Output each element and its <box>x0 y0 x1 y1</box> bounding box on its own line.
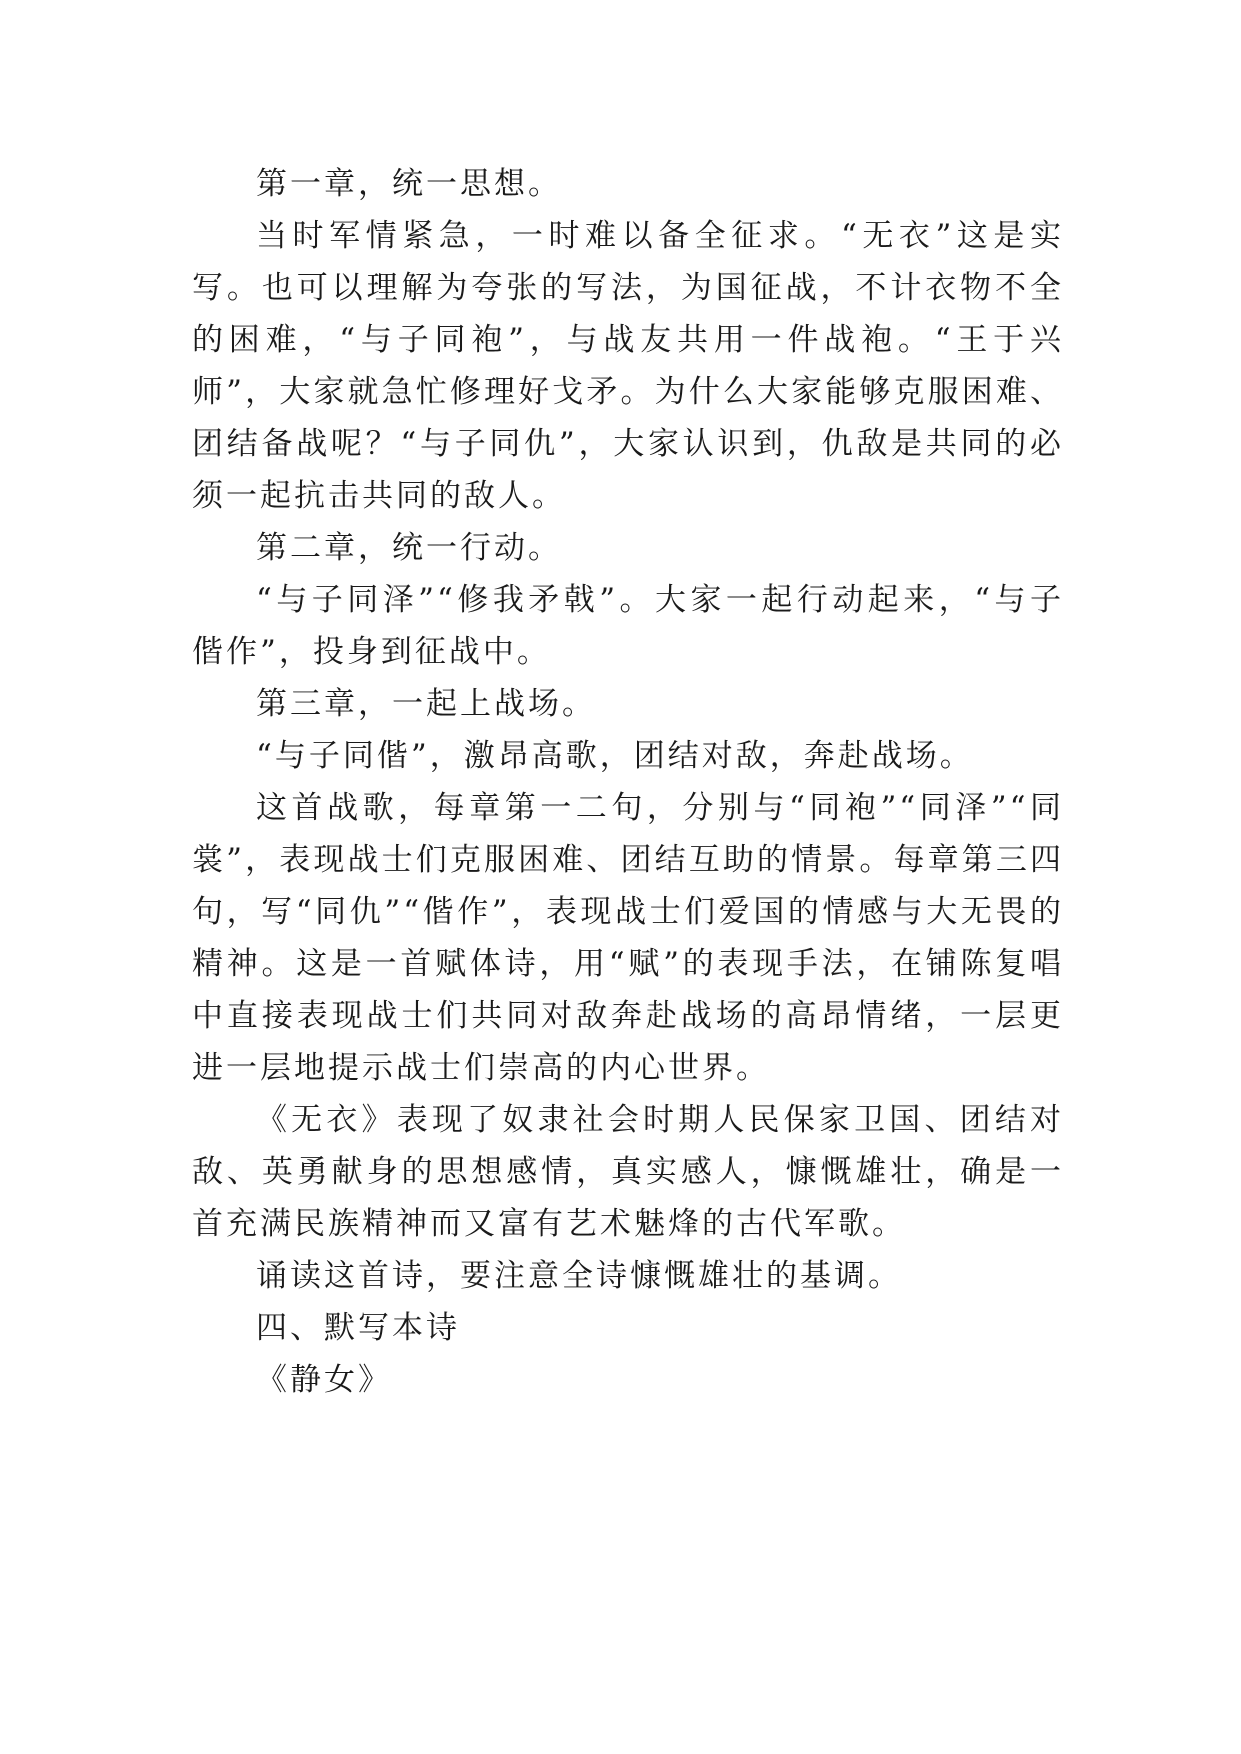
paragraph: “与子同泽”“修我矛戟”。大家一起行动起来，“与子偕作”，投身到征战中。 <box>192 582 1064 670</box>
poem-title: 《静女》 <box>256 1362 392 1398</box>
section-heading: 四、默写本诗 <box>256 1310 460 1346</box>
paragraph: 第一章，统一思想。 <box>256 166 562 202</box>
paragraph: 第三章，一起上战场。 <box>256 686 596 722</box>
paragraph: 《无衣》表现了奴隶社会时期人民保家卫国、团结对敌、英勇献身的思想感情，真实感人，慷慨雄壮，确是一首充满民族精神而又富有艺术魅烽的古代军歌。 <box>192 1102 1064 1242</box>
paragraph: 当时军情紧急，一时难以备全征求。“无衣”这是实写。也可以理解为夸张的写法，为国征战，不计衣物不全的困难，“与子同袍”，与战友共用一件战袍。“王于兴师”，大家就急忙修理好戈矛。为什么大家能够克服困难、团结备战呢？“与子同仇”，大家认识到，仇敌是共同的必须一起抗击共同的敌人。 <box>192 218 1064 514</box>
paragraph: 这首战歌，每章第一二句，分别与“同袍”“同泽”“同裳”，表现战士们克服困难、团结互助的情景。每章第三四句，写“同仇”“偕作”，表现战士们爱国的情感与大无畏的精神。这是一首赋体诗，用“赋”的表现手法，在铺陈复唱中直接表现战士们共同对敌奔赴战场的高昂情绪，一层更进一层地提示战士们崇高的内心世界。 <box>192 790 1064 1086</box>
document-body <box>192 158 1064 1406</box>
paragraph: “与子同偕”，激昂高歌，团结对敌，奔赴战场。 <box>256 738 974 774</box>
paragraph: 第二章，统一行动。 <box>256 530 562 566</box>
paragraph: 诵读这首诗，要注意全诗慷慨雄壮的基调。 <box>256 1258 902 1294</box>
